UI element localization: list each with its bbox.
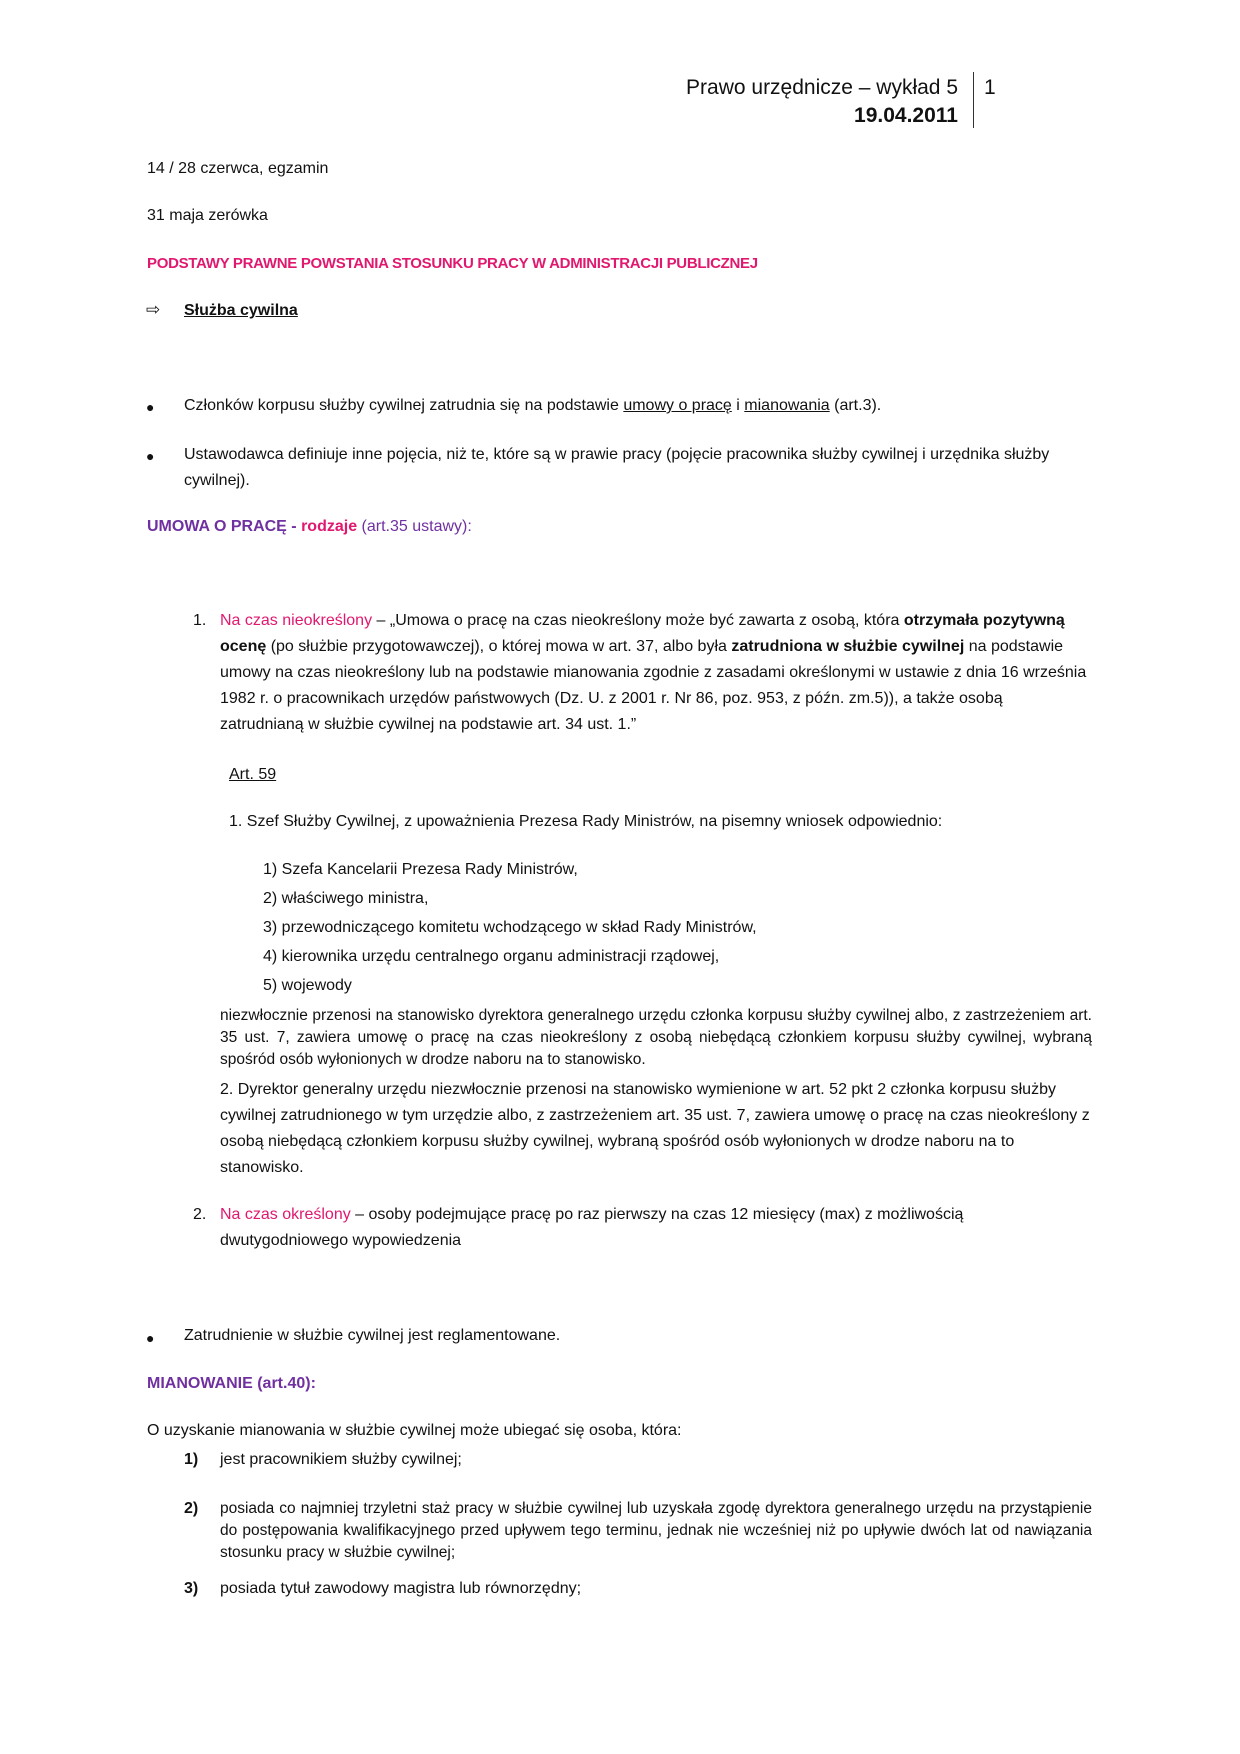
mianowanie-condition: jest pracownikiem służby cywilnej; [220, 1451, 462, 1468]
bullet-item: Zatrudnienie w służbie cywilnej jest reglamentowane. [184, 1327, 561, 1344]
bullet-icon: ● [146, 399, 155, 415]
list-number: 3) [184, 1580, 199, 1597]
mianowanie-intro: O uzyskanie mianowania w służbie cywilnej może ubiegać się osoba, która: [147, 1422, 682, 1439]
document-title: Prawo urzędnicze – wykład 5 [686, 76, 958, 99]
document-date: 19.04.2011 [854, 104, 958, 127]
subsection-title: Służba cywilna [184, 302, 298, 319]
article-59-paragraph-1: 1. Szef Służby Cywilnej, z upoważnienia Prezesa Rady Ministrów, na pisemny wniosek odpowiednio: [229, 813, 943, 830]
list-number: 1) [184, 1451, 199, 1468]
list-number: 2. [193, 1206, 207, 1223]
article-59-heading: Art. 59 [229, 766, 277, 783]
list-number: 2) [184, 1500, 199, 1517]
exam-dates: 14 / 28 czerwca, egzamin [147, 160, 329, 177]
page-number: 1 [984, 76, 996, 99]
article-59-paragraph-2: 2. Dyrektor generalny urzędu niezwłocznie przenosi na stanowisko wymienione w art. 52 pkt 2 członka korpusu służby cywilnej zatrudnionego w tym urzędzie albo, z zastrzeżeniem art. 35 ust. 7, zawiera umowę o pracę na czas nieokreślony z osobą niebędącą członkiem korpusu służby cywilnej, wybraną spośród osób wyłonionych w drodze naboru na to stanowisko. [220, 1081, 1090, 1176]
article-59-list-item: 5) wojewody [263, 977, 352, 994]
article-59-list-item: 1) Szefa Kancelarii Prezesa Rady Ministrów, [263, 861, 578, 878]
section-heading: PODSTAWY PRAWNE POWSTANIA STOSUNKU PRACY W ADMINISTRACJI PUBLICZNEJ [147, 255, 758, 272]
bullet-icon: ● [146, 1330, 155, 1346]
article-59-list-item: 2) właściwego ministra, [263, 890, 429, 907]
item-fixed-term-contract: Na czas określony – osoby podejmujące pracę po raz pierwszy na czas 12 miesięcy (max) z możliwością dwutygodniowego wypowiedzenia [220, 1206, 964, 1249]
list-number: 1. [193, 612, 207, 629]
mianowanie-condition: posiada co najmniej trzyletni staż pracy w służbie cywilnej lub uzyskała zgodę dyrektora generalnego urzędu na przystąpienie do postępowania kwalifikacyjnego przed upływem tego terminu, jednak nie wcześniej niż po upływie dwóch lat od nawiązania stosunku pracy w służbie cywilnej; [220, 1500, 1092, 1561]
bullet-icon: ● [146, 448, 155, 464]
arrow-right-icon: ⇨ [146, 300, 161, 319]
article-59-continuation: niezwłocznie przenosi na stanowisko dyrektora generalnego urzędu członka korpusu służby cywilnej albo, z zastrzeżeniem art. 35 ust. 7, zawiera umowę o pracę na czas nieokreślony z osobą niebędącą członkiem korpusu służby cywilnej, wybraną spośród osób wyłonionych w drodze naboru na to stanowisko. [220, 1007, 1092, 1068]
mianowanie-heading: MIANOWANIE (art.40): [147, 1375, 316, 1392]
article-59-list-item: 4) kierownika urzędu centralnego organu administracji rządowej, [263, 948, 720, 965]
bullet-item: Ustawodawca definiuje inne pojęcia, niż te, które są w prawie pracy (pojęcie pracownika służby cywilnej i urzędnika służby cywilnej). [184, 446, 1050, 489]
mianowanie-condition: posiada tytuł zawodowy magistra lub równorzędny; [220, 1580, 582, 1597]
header-divider [973, 72, 974, 128]
zero-exam-date: 31 maja zerówka [147, 207, 268, 224]
umowa-heading: UMOWA O PRACĘ - rodzaje (art.35 ustawy): [147, 518, 472, 535]
item-indefinite-contract: Na czas nieokreślony – „Umowa o pracę na czas nieokreślony może być zawarta z osobą, która otrzymała pozytywną ocenę (po służbie przygotowawczej), o której mowa w art. 37, albo była zatrudniona w służbie cywilnej na podstawie umowy na czas nieokreślony lub na podstawie mianowania zgodnie z zasadami określonymi w ustawie z dnia 16 września 1982 r. o pracownikach urzędów państwowych (Dz. U. z 2001 r. Nr 86, poz. 953, z późn. zm.5)), a także osobą zatrudnianą w służbie cywilnej na podstawie art. 34 ust. 1.” [220, 612, 1087, 733]
article-59-list-item: 3) przewodniczącego komitetu wchodzącego w skład Rady Ministrów, [263, 919, 757, 936]
bullet-item: Członków korpusu służby cywilnej zatrudnia się na podstawie umowy o pracę i mianowania (art.3). [184, 397, 882, 414]
